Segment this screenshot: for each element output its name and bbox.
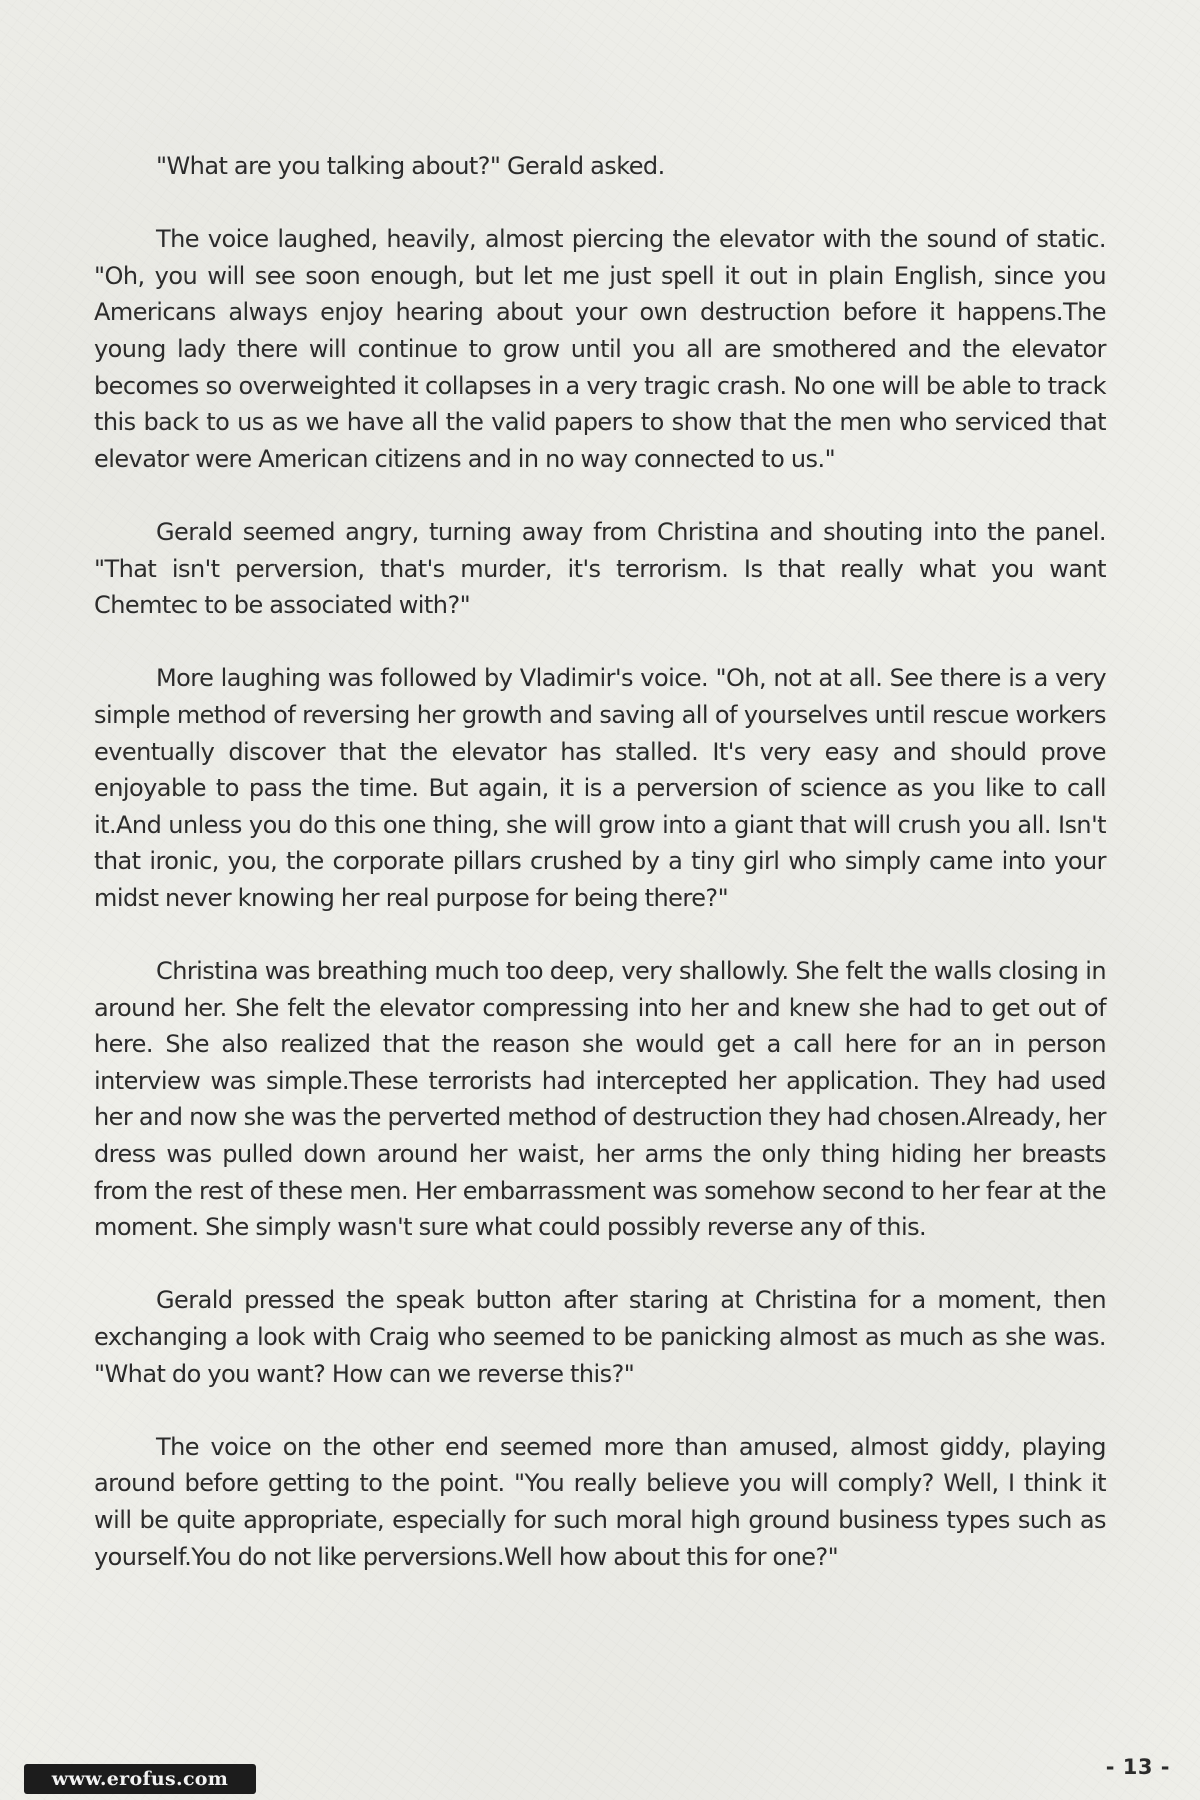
body-text (94, 148, 1106, 1575)
paragraph-7: The voice on the other end seemed more than amused, almost giddy, playing around before getting to the point. "You really believe you will comply? Well, I think it will be quite appropriate, especially for such moral high ground business types such as yourself.You do not like perversions.Well how about this for one?" (94, 1432, 1106, 1571)
paragraph-2: The voice laughed, heavily, almost piercing the elevator with the sound of static. "Oh, you will see soon enough, but let me just spell it out in plain English, since you Americans always enjoy hearing about your own destruction before it happens.The young lady there will continue to grow until you all are smothered and the elevator becomes so overweighted it collapses in a very tragic crash. No one will be able to track this back to us as we have all the valid papers to show that the men who serviced that elevator were American citizens and in no way connected to us." (94, 225, 1106, 473)
page-number: - 13 - (1105, 1755, 1170, 1779)
paragraph-4: More laughing was followed by Vladimir's voice. "Oh, not at all. See there is a very simple method of reversing her growth and saving all of yourselves until rescue workers eventually discover that the elevator has stalled. It's very easy and should prove enjoyable to pass the time. But again, it is a perversion of science as you like to call it.And unless you do this one thing, she will grow into a giant that will crush you all. Isn't that ironic, you, the corporate pillars crushed by a tiny girl who simply came into your midst never knowing her real purpose for being there?" (94, 664, 1106, 912)
paragraph-6: Gerald pressed the speak button after staring at Christina for a moment, then exchanging a look with Craig who seemed to be panicking almost as much as she was. "What do you want? How can we reverse this?" (94, 1286, 1106, 1388)
paragraph-1: "What are you talking about?" Gerald asked. (156, 152, 665, 180)
paragraph-5: Christina was breathing much too deep, very shallowly. She felt the walls closing in around her. She felt the elevator compressing into her and knew she had to get out of here. She also realized that the reason she would get a call here for an in person interview was simple.These terrorists had intercepted her application. They had used her and now she was the perverted method of destruction they had chosen.Already, her dress was pulled down around her waist, her arms the only thing hiding her breasts from the rest of these men. Her embarrassment was somehow second to her fear at the moment. She simply wasn't sure what could possibly reverse any of this. (94, 957, 1106, 1242)
site-watermark: www.erofus.com (24, 1764, 256, 1794)
paragraph-3: Gerald seemed angry, turning away from Christina and shouting into the panel. "That isn't perversion, that's murder, it's terrorism. Is that really what you want Chemtec to be associated with?" (94, 517, 1106, 620)
